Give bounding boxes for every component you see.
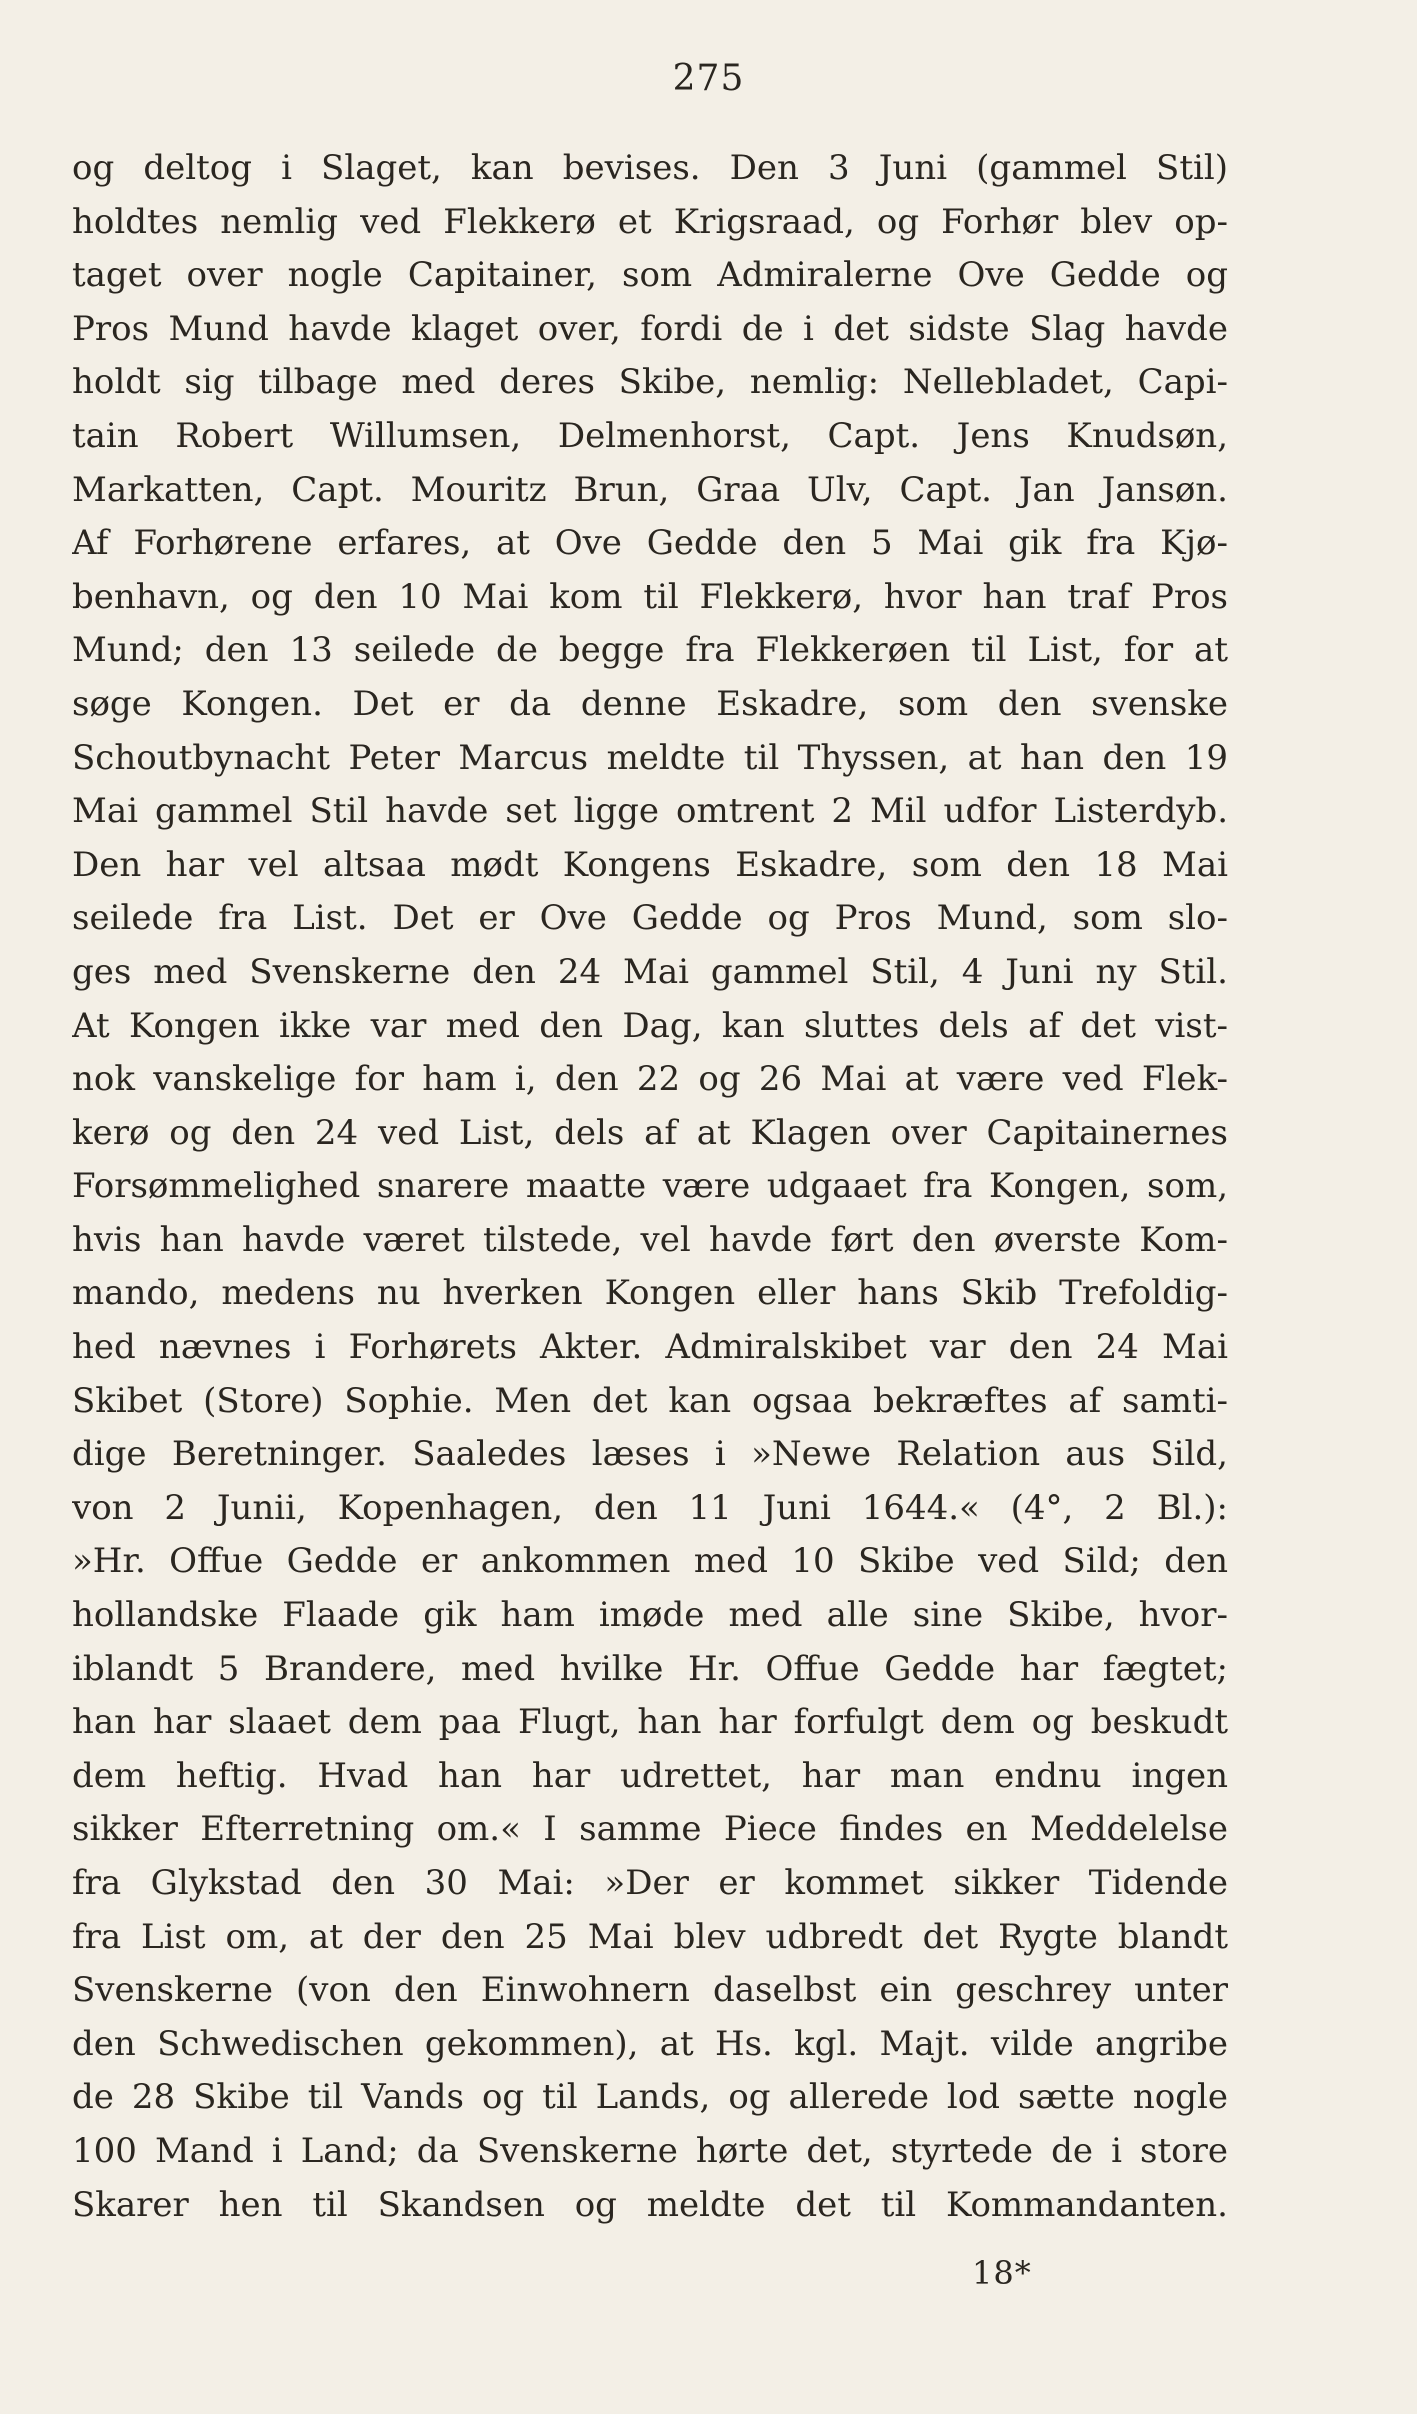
text-line: hollandske Flaade gik ham imøde med alle sine Skibe, hvor- — [72, 1595, 1228, 1636]
text-line: holdtes nemlig ved Flekkerø et Krigsraad, og Forhør blev op- — [72, 201, 1228, 242]
text-line: og deltog i Slaget, kan bevises. Den 3 Juni (gammel Stil) — [72, 148, 1228, 188]
text-line: Schoutbynacht Peter Marcus meldte til Thyssen, at han den 19 — [72, 737, 1228, 778]
text-line: dem heftig. Hvad han har udrettet, har man endnu ingen — [72, 1755, 1228, 1796]
text-line: fra List om, at der den 25 Mai blev udbredt det Rygte blandt — [72, 1916, 1228, 1957]
text-line: søge Kongen. Det er da denne Eskadre, som den svenske — [72, 683, 1228, 724]
text-line: At Kongen ikke var med den Dag, kan sluttes dels af det vist- — [72, 1005, 1228, 1046]
text-line: Pros Mund havde klaget over, fordi de i det sidste Slag havde — [72, 308, 1228, 349]
text-line: kerø og den 24 ved List, dels af at Klagen over Capitainernes — [72, 1112, 1228, 1153]
text-line: Af Forhørene erfares, at Ove Gedde den 5 Mai gik fra Kjø- — [72, 523, 1228, 564]
text-line: holdt sig tilbage med deres Skibe, nemlig: Nellebladet, Capi- — [72, 362, 1228, 403]
text-line: Skarer hen til Skandsen og meldte det til Kommandanten. — [72, 2184, 1228, 2225]
text-line: taget over nogle Capitainer, som Admiralerne Ove Gedde og — [72, 255, 1228, 296]
text-line: 100 Mand i Land; da Svenskerne hørte det, styrtede de i store — [72, 2130, 1228, 2171]
text-line: han har slaaet dem paa Flugt, han har forfulgt dem og beskudt — [72, 1702, 1228, 1743]
text-line: den Schwedischen gekommen), at Hs. kgl. Majt. vilde angribe — [72, 2023, 1228, 2064]
text-line: fra Glykstad den 30 Mai: »Der er kommet sikker Tidende — [72, 1863, 1228, 1903]
text-line: sikker Efterretning om.« I samme Piece findes en Meddelelse — [72, 1809, 1228, 1850]
text-line: nok vanskelige for ham i, den 22 og 26 Mai at være ved Flek- — [72, 1059, 1228, 1100]
text-line: Den har vel altsaa mødt Kongens Eskadre, som den 18 Mai — [72, 844, 1228, 885]
text-line: mando, medens nu hverken Kongen eller hans Skib Trefoldig- — [72, 1273, 1228, 1314]
page-number: 275 — [672, 58, 745, 99]
text-line: Skibet (Store) Sophie. Men det kan ogsaa bekræftes af samti- — [72, 1380, 1228, 1421]
text-line: Svenskerne (von den Einwohnern daselbst ein geschrey unter — [72, 1970, 1228, 2011]
text-line: Mai gammel Stil havde set ligge omtrent 2 Mil udfor Listerdyb. — [72, 791, 1228, 832]
text-line: hvis han havde været tilstede, vel havde ført den øverste Kom- — [72, 1219, 1228, 1260]
text-line: Forsømmelighed snarere maatte være udgaaet fra Kongen, som, — [72, 1166, 1228, 1207]
text-line: von 2 Junii, Kopenhagen, den 11 Juni 1644.« (4°, 2 Bl.): — [72, 1487, 1228, 1528]
text-line: benhavn, og den 10 Mai kom til Flekkerø, hvor han traf Pros — [72, 576, 1228, 617]
text-line: ges med Svenskerne den 24 Mai gammel Stil, 4 Juni ny Stil. — [72, 951, 1228, 992]
text-line: »Hr. Offue Gedde er ankommen med 10 Skibe ved Sild; den — [72, 1541, 1228, 1582]
text-line: dige Beretninger. Saaledes læses i »Newe Relation aus Sild, — [72, 1434, 1228, 1475]
text-line: iblandt 5 Brandere, med hvilke Hr. Offue Gedde har fægtet; — [72, 1648, 1228, 1689]
text-line: hed nævnes i Forhørets Akter. Admiralskibet var den 24 Mai — [72, 1327, 1228, 1368]
text-body — [72, 142, 1228, 2232]
text-line: tain Robert Willumsen, Delmenhorst, Capt. Jens Knudsøn, — [72, 415, 1228, 456]
signature-mark: 18* — [972, 2254, 1032, 2292]
text-line: Markatten, Capt. Mouritz Brun, Graa Ulv, Capt. Jan Jansøn. — [72, 469, 1228, 510]
text-line: seilede fra List. Det er Ove Gedde og Pros Mund, som slo- — [72, 898, 1228, 939]
text-line: Mund; den 13 seilede de begge fra Flekkerøen til List, for at — [72, 630, 1228, 671]
text-line: de 28 Skibe til Vands og til Lands, og allerede lod sætte nogle — [72, 2077, 1228, 2118]
